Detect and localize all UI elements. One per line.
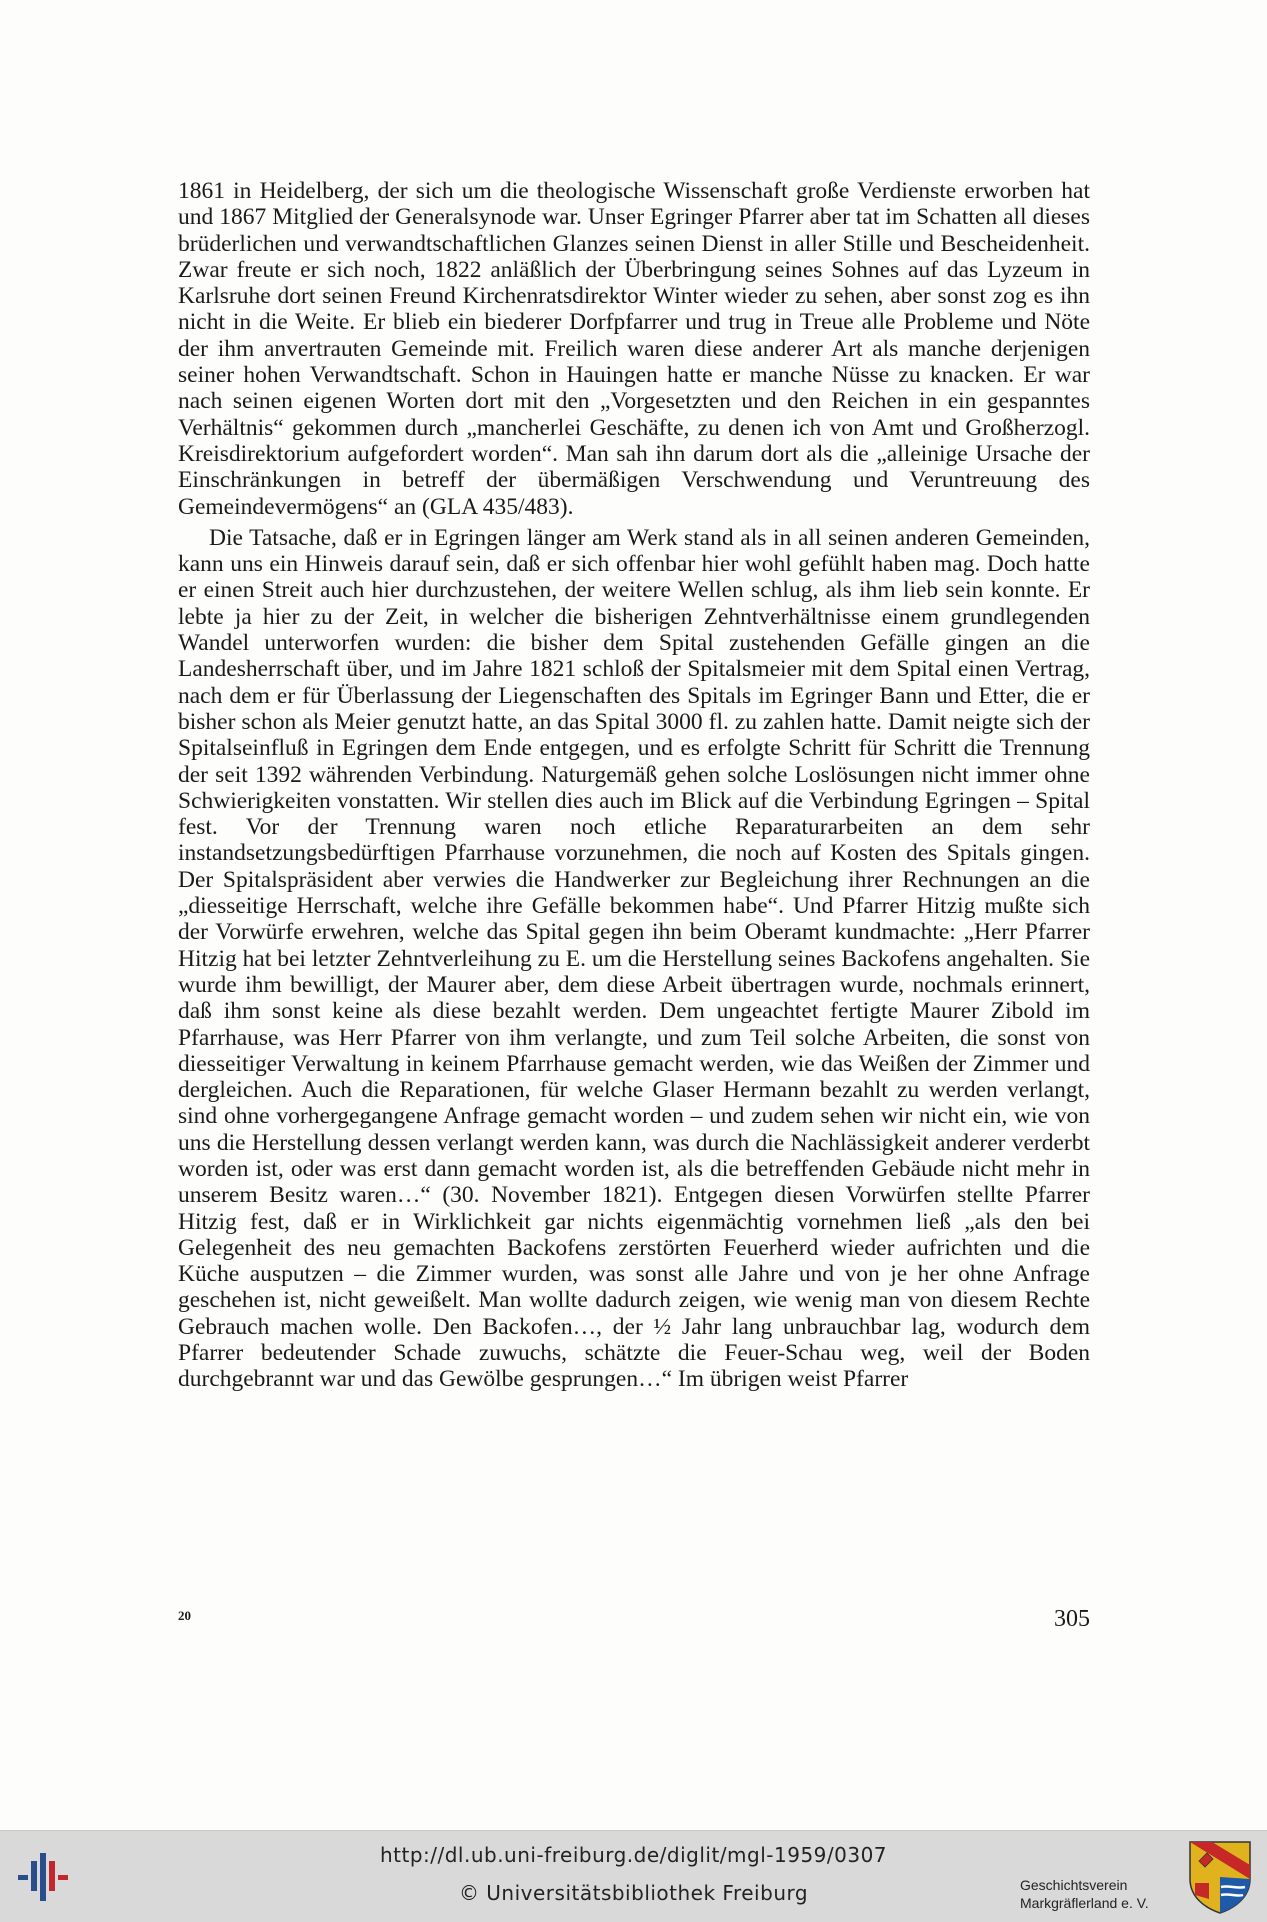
- organization-name: [1020, 1876, 1149, 1912]
- coat-of-arms-icon: [1187, 1839, 1253, 1915]
- body-text: [178, 178, 1090, 1393]
- footer-copyright: © Universitätsbibliothek Freiburg: [458, 1881, 809, 1905]
- organization-line-2: Markgräflerland e. V.: [1020, 1895, 1149, 1911]
- signature-mark: 20: [178, 1608, 191, 1623]
- footer-url-link[interactable]: http://dl.ub.uni-freiburg.de/diglit/mgl-1959/0307: [379, 1843, 888, 1867]
- footer-bar: [0, 1830, 1267, 1922]
- page-number: 305: [1054, 1606, 1090, 1632]
- organization-line-1: Geschichtsverein: [1020, 1877, 1128, 1893]
- paragraph-1: 1861 in Heidelberg, der sich um die theologische Wissenschaft große Verdienste erworben hat und 1867 Mitglied der Generalsynode war. Unser Egringer Pfarrer aber tat im Schatten all dieses brüderlichen und verwandtschaftlichen Glanzes seinen Dienst in aller Stille und Bescheidenheit. Zwar freute er sich noch, 1822 anläßlich der Überbringung seines Sohnes auf das Lyzeum in Karlsruhe dort seinen Freund Kirchenratsdirektor Winter wieder zu sehen, aber sonst zog es ihn nicht in die Weite. Er blieb ein biederer Dorfpfarrer und trug in Treue alle Probleme und Nöte der ihm anvertrauten Gemeinde mit. Freilich waren diese anderer Art als manche derjenigen seiner hohen Verwandtschaft. Schon in Hauingen hatte er manche Nüsse zu knacken. Er war nach seinen eigenen Worten dort mit den „Vorgesetzten und den Reichen in ein gespanntes Verhältnis“ gekommen durch „mancherlei Geschäfte, zu denen ich von Amt und Großherzogl. Kreisdirektorium aufgefordert worden“. Man sah ihn darum dort als die „alleinige Ursache der Einschränkungen in betreff der übermäßigen Verschwendung und Veruntreuung des Gemeindevermögens“ an (GLA 435/483).: [178, 178, 1090, 520]
- paragraph-2: Die Tatsache, daß er in Egringen länger am Werk stand als in all seinen anderen Gemeinden, kann uns ein Hinweis darauf sein, daß er sich offenbar hier wohl gefühlt haben mag. Doch hatte er einen Streit auch hier durchzustehen, der weitere Wellen schlug, als ihm lieb sein konnte. Er lebte ja hier zu der Zeit, in welcher die bisherigen Zehntverhältnisse einem grundlegenden Wandel unterworfen wurden: die bisher dem Spital zustehenden Gefälle gingen an die Landesherrschaft über, und im Jahre 1821 schloß der Spitalsmeier mit dem Spital einen Vertrag, nach dem er für Überlassung der Liegenschaften des Spitals im Egringer Bann und Etter, die er bisher schon als Meier genutzt hatte, an das Spital 3000 fl. zu zahlen hatte. Damit neigte sich der Spitalseinfluß in Egringen dem Ende entgegen, und es erfolgte Schritt für Schritt die Trennung der seit 1392 währenden Verbindung. Naturgemäß gehen solche Loslösungen nicht immer ohne Schwierigkeiten vonstatten. Wir stellen dies auch im Blick auf die Verbindung Egringen – Spital fest. Vor der Trennung waren noch etliche Reparaturarbeiten an dem sehr instandsetzungsbedürftigen Pfarrhause vorzunehmen, die noch auf Kosten des Spitals gingen. Der Spitalspräsident aber verwies die Handwerker zur Begleichung ihrer Rechnungen an die „diesseitige Herrschaft, welche ihre Gefälle bekommen habe“. Und Pfarrer Hitzig mußte sich der Vorwürfe erwehren, welche das Spital gegen ihn beim Oberamt kundmachte: „Herr Pfarrer Hitzig hat bei letzter Zehntverleihung zu E. um die Herstellung seines Backofens angehalten. Sie wurde ihm bewilligt, der Maurer aber, dem diese Arbeit übertragen wurde, nochmals erinnert, daß ihm sonst keine als diese bezahlt werden. Dem ungeachtet fertigte Maurer Zibold im Pfarrhause, was Herr Pfarrer von ihm verlangte, und zum Teil solche Arbeiten, die sonst von diesseitiger Verwaltung in keinem Pfarrhause gemacht werden, wie das Weißen der Zimmer und dergleichen. Auch die Reparationen, für welche Glaser Hermann bezahlt zu werden verlangt, sind ohne vorhergegangene Anfrage gemacht worden – und zudem sehen wir nicht ein, wie von uns die Herstellung dessen verlangt werden kann, was durch die Nachlässigkeit anderer verderbt worden ist, oder was erst dann gemacht worden ist, als die betreffenden Gebäude nicht mehr in unserem Besitz waren…“ (30. November 1821). Entgegen diesen Vorwürfen stellte Pfarrer Hitzig fest, daß er in Wirklichkeit gar nichts eigenmächtig vornehmen ließ „als den bei Gelegenheit des neu gemachten Backofens zerstörten Feuerherd wieder aufrichten und die Küche ausputzen – die Zimmer wurden, was sonst alle Jahre und von je her ohne Anfrage geschehen ist, nicht geweißelt. Man wollte dadurch zeigen, wie wenig man von diesem Rechte Gebrauch machen wolle. Den Backofen…, der ½ Jahr lang unbrauchbar lag, wodurch dem Pfarrer bedeutender Schade zuwuchs, schätzte die Feuer-Schau weg, weil der Boden durchgebrannt war und das Gewölbe gesprungen…“ Im übrigen weist Pfarrer: [178, 524, 1090, 1393]
